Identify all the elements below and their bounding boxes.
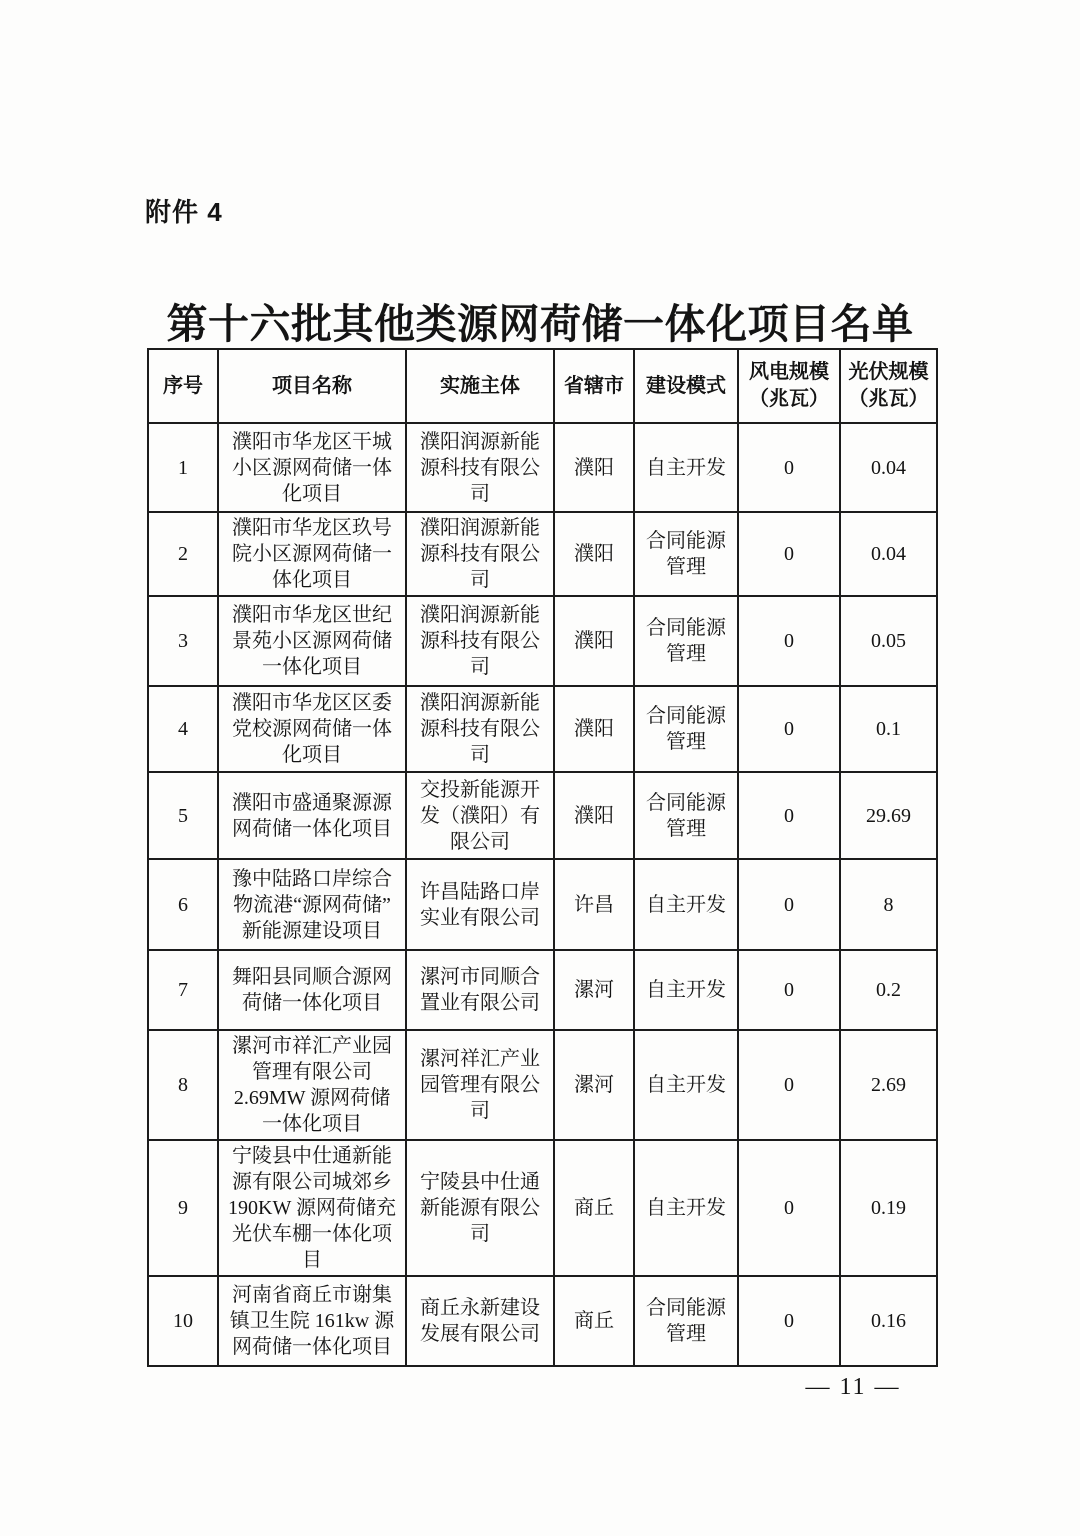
cell-name: 濮阳市华龙区区委党校源网荷储一体化项目 [218, 686, 406, 772]
cell-entity: 濮阳润源新能源科技有限公司 [406, 686, 554, 772]
cell-mode: 自主开发 [634, 950, 738, 1030]
cell-mode: 合同能源管理 [634, 512, 738, 596]
table-row [148, 423, 937, 512]
cell-name: 濮阳市华龙区玖号院小区源网荷储一体化项目 [218, 512, 406, 596]
cell-pv: 0.16 [840, 1276, 937, 1366]
cell-pv: 29.69 [840, 772, 937, 859]
cell-city: 商丘 [554, 1140, 634, 1276]
cell-entity: 漯河祥汇产业园管理有限公司 [406, 1030, 554, 1140]
cell-city: 商丘 [554, 1276, 634, 1366]
column-header-name: 项目名称 [218, 349, 406, 423]
cell-index: 3 [148, 596, 218, 686]
cell-pv: 0.19 [840, 1140, 937, 1276]
cell-city: 濮阳 [554, 512, 634, 596]
cell-mode: 自主开发 [634, 859, 738, 950]
cell-name: 宁陵县中仕通新能源有限公司城郊乡 190KW 源网荷储充光伏车棚一体化项目 [218, 1140, 406, 1276]
table-header-row [148, 349, 937, 423]
table-row [148, 512, 937, 596]
column-header-city: 省辖市 [554, 349, 634, 423]
cell-name: 豫中陆路口岸综合物流港“源网荷储”新能源建设项目 [218, 859, 406, 950]
cell-name: 濮阳市华龙区世纪景苑小区源网荷储一体化项目 [218, 596, 406, 686]
cell-name: 濮阳市盛通聚源源网荷储一体化项目 [218, 772, 406, 859]
cell-pv: 2.69 [840, 1030, 937, 1140]
cell-wind: 0 [738, 596, 840, 686]
cell-index: 7 [148, 950, 218, 1030]
cell-wind: 0 [738, 1140, 840, 1276]
page-number: — 11 — [805, 1374, 901, 1400]
cell-wind: 0 [738, 1030, 840, 1140]
table-row [148, 1030, 937, 1140]
cell-mode: 自主开发 [634, 1140, 738, 1276]
table-row [148, 859, 937, 950]
cell-index: 8 [148, 1030, 218, 1140]
cell-city: 濮阳 [554, 772, 634, 859]
cell-city: 漯河 [554, 950, 634, 1030]
cell-wind: 0 [738, 1276, 840, 1366]
cell-index: 2 [148, 512, 218, 596]
cell-pv: 0.04 [840, 512, 937, 596]
cell-entity: 许昌陆路口岸实业有限公司 [406, 859, 554, 950]
cell-name: 濮阳市华龙区干城小区源网荷储一体化项目 [218, 423, 406, 512]
cell-pv: 0.04 [840, 423, 937, 512]
cell-entity: 商丘永新建设发展有限公司 [406, 1276, 554, 1366]
cell-entity: 交投新能源开发（濮阳）有限公司 [406, 772, 554, 859]
page-title: 第十六批其他类源网荷储一体化项目名单 [166, 301, 914, 348]
cell-entity: 漯河市同顺合置业有限公司 [406, 950, 554, 1030]
cell-city: 许昌 [554, 859, 634, 950]
cell-index: 5 [148, 772, 218, 859]
cell-mode: 自主开发 [634, 423, 738, 512]
cell-wind: 0 [738, 512, 840, 596]
cell-index: 1 [148, 423, 218, 512]
table-row [148, 596, 937, 686]
cell-index: 10 [148, 1276, 218, 1366]
project-table [147, 348, 938, 1367]
cell-pv: 0.2 [840, 950, 937, 1030]
cell-name: 漯河市祥汇产业园管理有限公司 2.69MW 源网荷储一体化项目 [218, 1030, 406, 1140]
table-header [148, 349, 937, 423]
table-row [148, 686, 937, 772]
column-header-entity: 实施主体 [406, 349, 554, 423]
column-header-pv: 光伏规模（兆瓦） [840, 349, 937, 423]
cell-city: 濮阳 [554, 423, 634, 512]
cell-entity: 濮阳润源新能源科技有限公司 [406, 512, 554, 596]
attachment-label: 附件 4 [145, 197, 223, 227]
project-table-body [148, 423, 937, 1366]
cell-wind: 0 [738, 859, 840, 950]
cell-pv: 0.1 [840, 686, 937, 772]
cell-entity: 濮阳润源新能源科技有限公司 [406, 423, 554, 512]
cell-mode: 合同能源管理 [634, 1276, 738, 1366]
cell-name: 河南省商丘市谢集镇卫生院 161kw 源网荷储一体化项目 [218, 1276, 406, 1366]
table-row [148, 1276, 937, 1366]
cell-mode: 合同能源管理 [634, 596, 738, 686]
cell-pv: 8 [840, 859, 937, 950]
column-header-index: 序号 [148, 349, 218, 423]
cell-mode: 合同能源管理 [634, 686, 738, 772]
cell-wind: 0 [738, 772, 840, 859]
cell-mode: 自主开发 [634, 1030, 738, 1140]
cell-pv: 0.05 [840, 596, 937, 686]
cell-name: 舞阳县同顺合源网荷储一体化项目 [218, 950, 406, 1030]
cell-wind: 0 [738, 686, 840, 772]
column-header-mode: 建设模式 [634, 349, 738, 423]
table-row [148, 1140, 937, 1276]
column-header-wind: 风电规模（兆瓦） [738, 349, 840, 423]
cell-entity: 濮阳润源新能源科技有限公司 [406, 596, 554, 686]
table-row [148, 950, 937, 1030]
cell-mode: 合同能源管理 [634, 772, 738, 859]
cell-wind: 0 [738, 423, 840, 512]
cell-index: 6 [148, 859, 218, 950]
cell-entity: 宁陵县中仕通新能源有限公司 [406, 1140, 554, 1276]
cell-city: 漯河 [554, 1030, 634, 1140]
cell-city: 濮阳 [554, 596, 634, 686]
cell-index: 9 [148, 1140, 218, 1276]
cell-index: 4 [148, 686, 218, 772]
cell-city: 濮阳 [554, 686, 634, 772]
cell-wind: 0 [738, 950, 840, 1030]
table-row [148, 772, 937, 859]
